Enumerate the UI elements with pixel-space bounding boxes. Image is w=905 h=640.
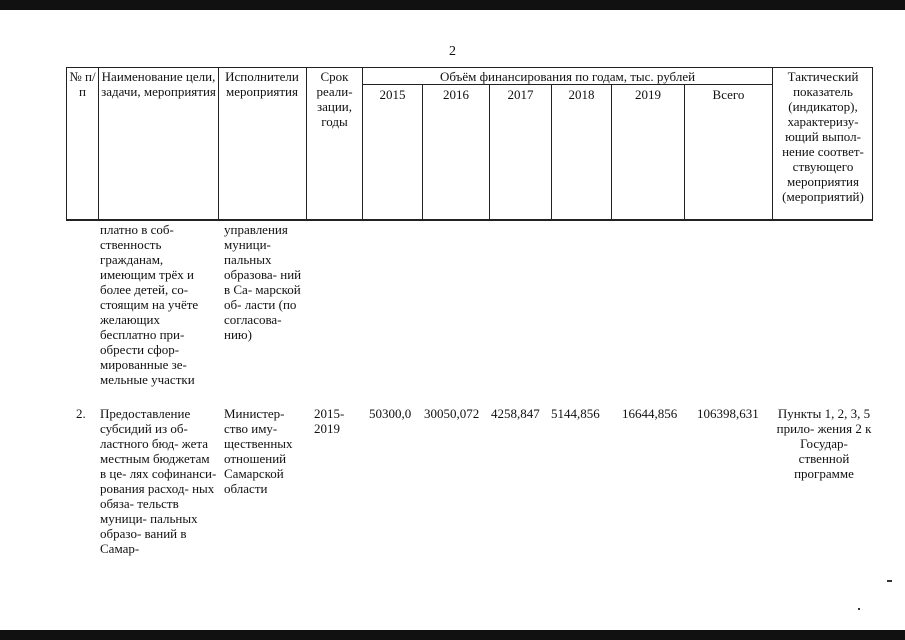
row2-performers-cell: Министер- ство иму- щественных отношений Самарской области bbox=[224, 406, 293, 496]
header-performers: Исполнители мероприятия bbox=[225, 69, 299, 99]
header-no: № п/п bbox=[69, 69, 96, 99]
row2-value-2017: 4258,847 bbox=[491, 406, 540, 421]
continued-name-cell: платно в соб- ственность гражданам, имеющим трёх и более детей, со- стоящим на учёте желающих бесплатно при- обрести сфор- мированные зе- мельные участки bbox=[100, 222, 199, 387]
header-year-2016: 2016 bbox=[443, 87, 469, 102]
header-funding-group: Объём финансирования по годам, тыс. рублей bbox=[439, 69, 696, 84]
header-year-2018: 2018 bbox=[568, 87, 595, 102]
row2-value-2016: 30050,072 bbox=[424, 406, 480, 421]
header-year-2019: 2019 bbox=[635, 87, 661, 102]
header-name: Наименование цели, задачи, мероприятия bbox=[101, 69, 216, 99]
scan-border-bottom bbox=[0, 630, 905, 640]
row2-value-2018: 5144,856 bbox=[551, 406, 600, 421]
row2-value-2019: 16644,856 bbox=[622, 406, 678, 421]
scan-border-top bbox=[0, 0, 905, 10]
continued-performers-cell: управления муници- пальных образова- ний в Са- марской об- ласти (по согласова- нию) bbox=[224, 222, 302, 342]
header-indicator: Тактический показатель (индикатор), характеризу- ющий выпол- нение соответ- ствующего мероприятия (мероприятий) bbox=[782, 69, 864, 204]
row2-value-2015: 50300,0 bbox=[369, 406, 412, 421]
header-year-2017: 2017 bbox=[507, 87, 534, 102]
row2-indicator-cell: Пункты 1, 2, 3, 5 прило- жения 2 к Государ- ственной программе bbox=[776, 406, 872, 481]
header-total: Всего bbox=[712, 87, 745, 102]
header-term: Срок реали- зации, годы bbox=[316, 69, 353, 129]
scan-mark bbox=[887, 580, 892, 582]
row2-number: 2. bbox=[76, 406, 86, 421]
row2-term-cell: 2015- 2019 bbox=[314, 406, 345, 436]
row2-value-total: 106398,631 bbox=[697, 406, 759, 421]
header-year-2015: 2015 bbox=[379, 87, 406, 102]
page-number: 2 bbox=[449, 44, 456, 59]
scan-dot bbox=[858, 608, 860, 610]
row2-name-cell: Предоставление субсидий из об- ластного бюд- жета местным бюджетам в це- лях софинанси- рования расход- ных обяза- тельств муници- пальных образо- ваний в Самар- bbox=[100, 406, 217, 556]
